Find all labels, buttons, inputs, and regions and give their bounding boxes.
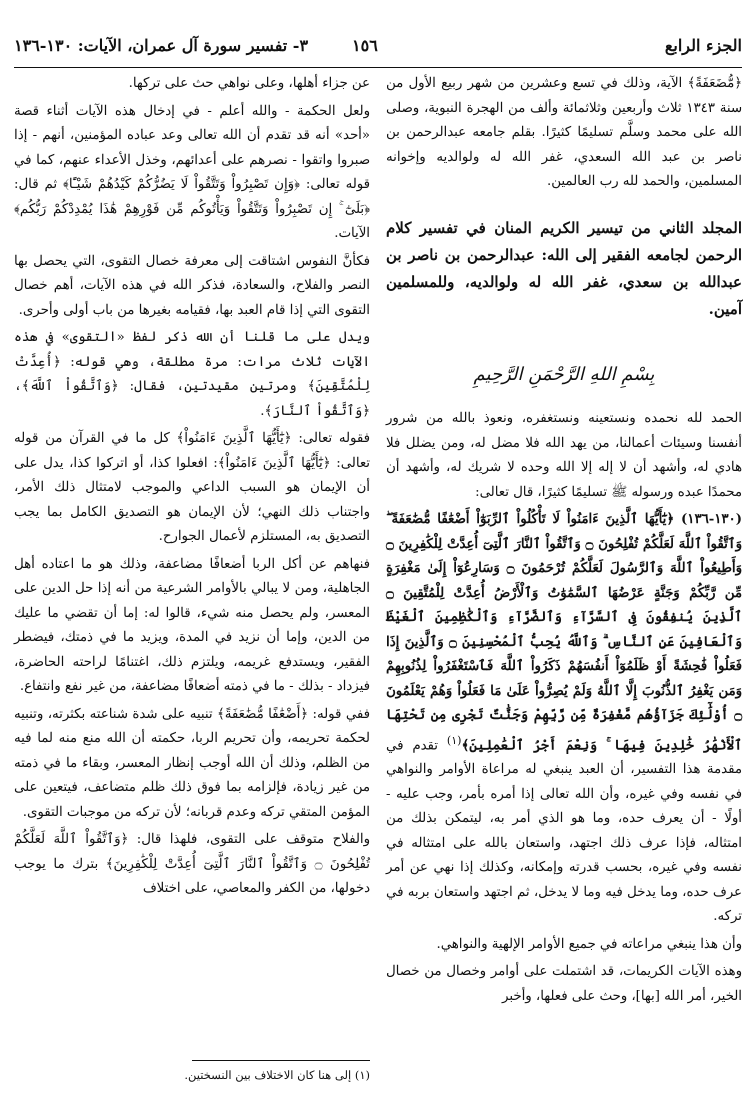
- basmala: بِسْمِ اللهِ الرَّحْمَنِ الرَّحِيمِ: [473, 363, 655, 385]
- right-paragraph-5: وهذه الآيات الكريمات، قد اشتملت على أوامر وخصال من خصال الخير، أمر الله [بها]، وحث على فعلها، وأخبر: [386, 964, 742, 1004]
- verses-text: (١٣٠-١٣٦) ﴿يَٰٓأَيُّهَا ٱلَّذِينَ ءَامَنُواْ لَا تَأْكُلُواْ ٱلرِّبَوٰٓاْ أَضْعَٰفًا مُّضَٰعَفَةً ۖ وَٱتَّقُواْ ٱللَّهَ لَعَلَّكُمْ تُفْلِحُونَ ۝ وَٱتَّقُواْ ٱلنَّارَ ٱلَّتِىٓ أُعِدَّتْ لِلْكَٰفِرِينَ ۝ وَأَطِيعُواْ ٱللَّهَ وَٱلرَّسُولَ لَعَلَّكُمْ تُرْحَمُونَ ۝ وَسَارِعُوٓاْ إِلَىٰ مَغْفِرَةٍ مِّن رَّبِّكُمْ وَجَنَّةٍ عَرْضُهَا ٱلسَّمَٰوَٰتُ وَٱلْأَرْضُ أُعِدَّتْ لِلْمُتَّقِينَ ۝ ٱلَّذِينَ يُنفِقُونَ فِى ٱلسَّرَّآءِ وَٱلضَّرَّآءِ وَٱلْكَٰظِمِينَ ٱلْغَيْظَ وَٱلْعَافِينَ عَنِ ٱلنَّاسِ ۗ وَٱللَّهُ يُحِبُّ ٱلْمُحْسِنِينَ ۝ وَٱلَّذِينَ إِذَا فَعَلُواْ فَٰحِشَةً أَوْ ظَلَمُوٓاْ أَنفُسَهُمْ ذَكَرُواْ ٱللَّهَ فَٱسْتَغْفَرُواْ لِذُنُوبِهِمْ وَمَن يَغْفِرُ ٱلذُّنُوبَ إِلَّا ٱللَّهُ وَلَمْ يُصِرُّواْ عَلَىٰ مَا فَعَلُواْ وَهُمْ يَعْلَمُونَ ۝ أُوْلَٰٓئِكَ جَزَآؤُهُم مَّغْفِرَةٌ مِّن رَّبِّهِمْ وَجَنَّٰتٌ تَجْرِى مِن تَحْتِهَا ٱلْأَنْهَٰرُ خَٰلِدِينَ فِيهَا ۚ وَنِعْمَ أَجْرُ ٱلْعَٰمِلِينَ﴾: [386, 512, 743, 753]
- left-column: [14, 72, 370, 905]
- left-paragraph-5: فقوله تعالى: ﴿يَٰٓأَيُّهَا ٱلَّذِينَ ءَامَنُواْ﴾ كل ما في القرآن من قوله تعالى: ﴿يَٰٓأَيُّهَا ٱلَّذِينَ ءَامَنُواْ﴾: افعلوا كذا، أو اتركوا كذا، يدل على أن الإيمان هو السبب الداعي والموجب لامتثال ذلك الأمر، واجتناب ذلك النهي؛ لأن الإيمان هو التصديق الكامل بما يجب التصديق به، المستلزم لأعمال الجوارح.: [14, 431, 370, 544]
- footnote-ref: (١): [446, 733, 462, 747]
- footnote-rule: [192, 1060, 370, 1061]
- left-paragraph-4: ويدل على ما قلنا أن الله ذكر لفظ «التقوى» في هذه الآيات ثلاث مرات: مرة مطلقة، وهي قوله: ﴿أُعِدَّتْ لِلْمُتَّقِينَ﴾ ومرتين مقيدتين، فقال: ﴿وَٱتَّقُواْ ٱللَّهَ﴾، ﴿وَٱتَّقُواْ ٱلنَّارَ﴾.: [14, 330, 370, 419]
- right-paragraph-2: الحمد لله نحمده ونستعينه ونستغفره، ونعوذ بالله من شرور أنفسنا وسيئات أعمالنا، من يهد الله فلا مضل له، ومن يضلل فلا هادي له، وأشهد أن لا إله إلا الله وحده لا شريك له، وأشهد أن محمدًا عبده ورسوله ﷺ تسليمًا كثيرًا، قال تعالى:: [386, 411, 742, 500]
- verses-130-136: [386, 508, 742, 930]
- header-chapter-title: ٣- تفسير سورة آل عمران، الآيات: ١٣٠-١٣٦: [14, 36, 309, 55]
- right-paragraph-4: وأن هذا ينبغي مراعاته في جميع الأوامر الإلهية والنواهي.: [436, 936, 742, 952]
- left-paragraph-7: ففي قوله: ﴿أَضْعَٰفًا مُّضَٰعَفَةً﴾ تنبيه على شدة شناعته بكثرته، وتنبيه لحكمة تحريمه، وأن تحريم الربا، حكمته أن الله منع منه لما فيه من الظلم، وذلك أن الله أوجب إنظار المعسر، وبقاء ما في ذمته من غير زيادة، فإلزامه بما فوق ذلك ظلم متضاعف، فيتعين على المؤمن المتقي تركه وعدم قربانه؛ لأن تركه من موجبات التقوى.: [14, 706, 370, 820]
- left-paragraph-3: فكأنَّ النفوس اشتاقت إلى معرفة خصال التقوى، التي يحصل بها النصر والفلاح، والسعادة، فذكر الله في هذه الآيات، أهم خصال التقوى التي إذا قام العبد بها، فقيامه بغيرها من باب أولى وأحرى.: [14, 253, 370, 318]
- right-column: [386, 72, 742, 1012]
- left-paragraph-1: عن جزاء أهلها، وعلى نواهي حث على تركها.: [128, 76, 370, 91]
- header-rule: [14, 67, 742, 68]
- page-header: [14, 24, 742, 68]
- verses-commentary: تقدم في مقدمة هذا التفسير، أن العبد ينبغي له مراعاة الأوامر والنواهي في نفسه وفي غيره، وأن الله تعالى إذا أمره بأمر، وجب عليه - أولًا - أن يعرف حده، وما هو الذي أمر به، ليتمكن بذلك من امتثاله، فإذا عرف ذلك اجتهد، واستعان بالله على امتثاله في نفسه وفي غيره، بحسب قدرته وإمكانه، وكذلك إذا نهي عن أمر عرف حده، وما يدخل فيه وما لا يدخل، ثم اجتهد واستعان بربه في تركه.: [386, 737, 742, 925]
- header-page-number: ١٥٦: [352, 36, 378, 55]
- footnote: (١) إلى هنا كان الاختلاف بين النسختين.: [184, 1068, 370, 1082]
- volume-intro: المجلد الثاني من تيسير الكريم المنان في تفسير كلام الرحمن لجامعه الفقير إلى الله: عبدالرحمن بن ناصر بن عبدالله بن سعدي، غفر الله له ولوالديه، وللمسلمين آمين.: [386, 218, 742, 318]
- left-paragraph-2: ولعل الحكمة - والله أعلم - في إدخال هذه الآيات أثناء قصة «أحد» أنه قد تقدم أن الله تعالى وعد عباده المؤمنين، أنهم - إذا صبروا واتقوا - نصرهم على أعدائهم، وخذل الأعداء عنهم، كما في قوله تعالى: ﴿وَإِن تَصْبِرُواْ وَتَتَّقُواْ لَا يَضُرُّكُمْ كَيْدُهُمْ شَيْـًٔا﴾ ثم قال: ﴿بَلَىٰٓ ۚ إِن تَصْبِرُواْ وَتَتَّقُواْ وَيَأْتُوكُم مِّن فَوْرِهِمْ هَٰذَا يُمْدِدْكُمْ رَبُّكُم﴾ الآيات.: [14, 103, 370, 241]
- left-paragraph-6: فنهاهم عن أكل الربا أضعافًا مضاعفة، وذلك هو ما اعتاده أهل الجاهلية، ومن لا يبالي بالأوامر الشرعية من أنه إذا حل الدين على المعسر، ولم يحصل منه شيء، قالوا له: إما أن تقضي ما عليك من الدين، وإما أن نزيد في المدة، ويزيد ما في ذمتك، فيضطر الفقير، ويستدفع غريمه، ويلتزم ذلك، اغتنامًا لراحته الحاضرة، فيزداد - بذلك - ما في ذمته أضعافًا مضاعفة، من غير نفع وانتفاع.: [14, 556, 370, 694]
- header-part: الجزء الرابع: [664, 36, 742, 55]
- right-paragraph-1: ﴿مُّضَعَفَةً﴾ الآية، وذلك في تسع وعشرين من شهر ربيع الأول من سنة ١٣٤٣ ثلاث وأربعين وثلاثمائة وألف من الهجرة النبوية، وصلى الله على محمد وسلَّم تسليمًا كثيرًا. بقلم جامعه عبدالرحمن بن ناصر بن عبد الله السعدي، غفر الله له ولوالديه وإخوانه المسلمين، والحمد لله رب العالمين.: [386, 76, 742, 189]
- left-paragraph-8: والفلاح متوقف على التقوى، فلهذا قال: ﴿وَٱتَّقُواْ ٱللَّهَ لَعَلَّكُمْ تُفْلِحُونَ ۝ وَٱتَّقُواْ ٱلنَّارَ ٱلَّتِىٓ أُعِدَّتْ لِلْكَٰفِرِينَ﴾ بترك ما يوجب دخولها، من الكفر والمعاصي، على اختلاف: [14, 832, 370, 896]
